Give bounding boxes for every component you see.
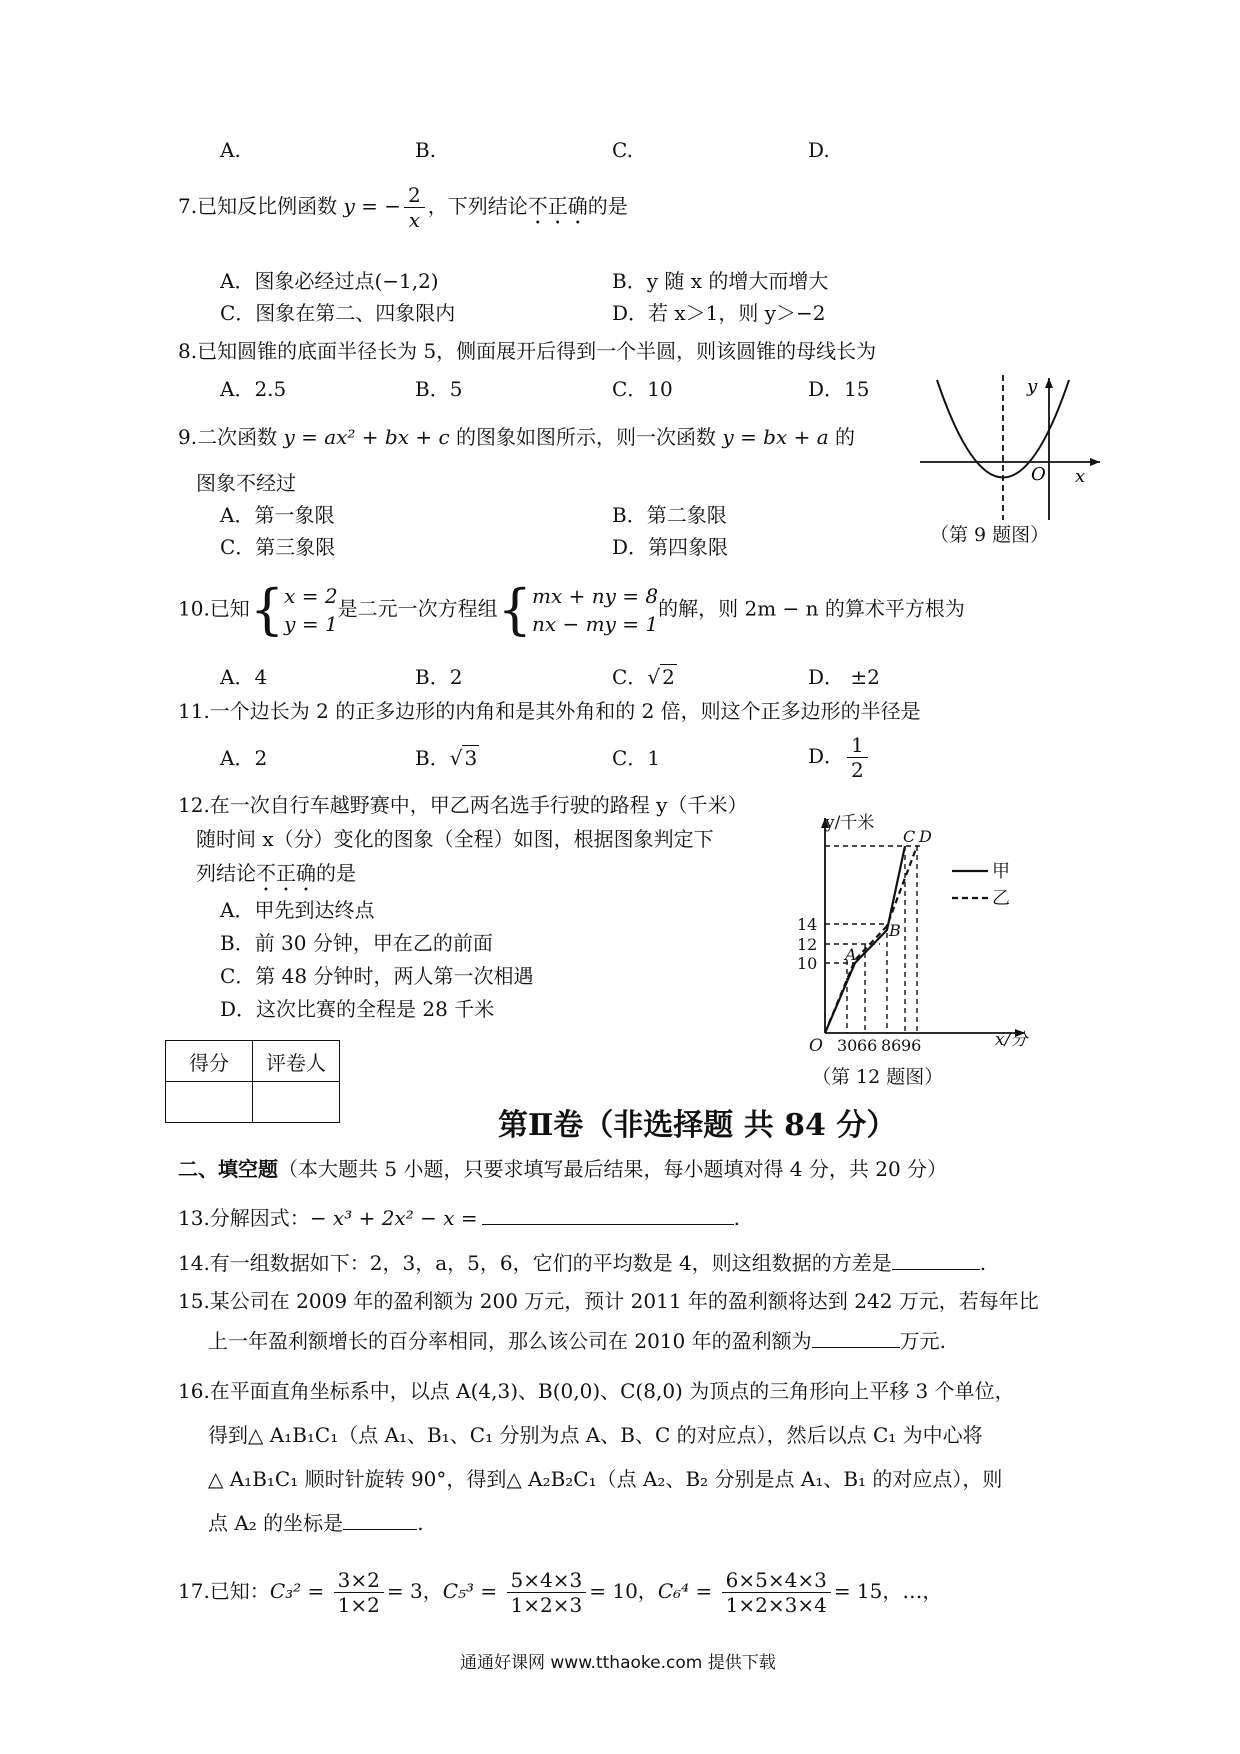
q13-answer-blank[interactable] [482, 1206, 734, 1225]
q10-option-d: D． ±2 [808, 665, 880, 689]
q17-stem: 17.已知：C₃² = $\frac{3\times 2}{1\times 2}$ = 3，C₅³ = $\frac{5\times 4\times 3}{1\times 2\times 3}$ = 10，C₆⁴ = $\frac{6\times 5\times 4\times 3}{1\times 2\times 3\times 4}$ = 15，…， [178, 1568, 943, 1617]
grader-header: 评卷人 [253, 1041, 340, 1082]
q9-fig-origin: O [1031, 464, 1046, 485]
score-table [165, 1040, 340, 1123]
q12-point-c: C [903, 827, 916, 846]
q12-xtick-86: 86 [881, 1036, 902, 1055]
q9-option-a: A．第一象限 [220, 503, 335, 527]
q16-line2: 得到△ A₁B₁C₁（点 A₁、B₁、C₁ 分别为点 A、B、C 的对应点），然后以点 C₁ 为中心将 [208, 1423, 983, 1447]
q13-stem: 13.分解因式：− x³ + 2x² − x = . [178, 1206, 740, 1230]
q14-stem: 14.有一组数据如下：2，3，a，5，6，它们的平均数是 4，则这组数据的方差是 . [178, 1251, 987, 1275]
part2-title: 第Ⅱ卷（非选择题 共 84 分） [498, 1108, 897, 1143]
q12-option-c: C．第 48 分钟时，两人第一次相遇 [220, 964, 534, 988]
q7-option-a: A．图象必经过点(−1,2) [220, 269, 439, 293]
q10-option-b: B．2 [415, 665, 463, 689]
q12-stem-line2: 随时间 x（分）变化的图象（全程）如图，根据图象判定下 [196, 827, 714, 851]
q9-fig-y-label: y [1027, 376, 1038, 397]
q9-option-b: B．第二象限 [612, 503, 727, 527]
q12-fig-caption: （第 12 题图） [812, 1066, 944, 1088]
q12-xtick-96: 96 [901, 1036, 922, 1055]
page-footer: 通通好课网 www.tthaoke.com 提供下载 [460, 1653, 776, 1673]
q9-fig-x-label: x [1075, 466, 1086, 487]
q8-option-d: D．15 [808, 377, 870, 401]
q7-fraction: $\frac{2}{x}$ [404, 183, 425, 232]
q12-point-d: D [919, 827, 932, 846]
q6-option-b: B. [415, 138, 437, 162]
q11-option-a: A．2 [220, 746, 268, 770]
q12-x-label: x/分 [995, 1030, 1028, 1050]
q11-option-b: B．√ 3 [415, 746, 478, 770]
q12-y-label: y/千米 [825, 813, 875, 833]
q9-parabola-figure [915, 370, 1105, 530]
q10-solution-system: x = 2 y = 1 [284, 584, 338, 636]
q9-option-c: C．第三象限 [220, 535, 336, 559]
q12-stem-line3: 列结论不正确的是 [196, 861, 356, 885]
q15-line2: 上一年盈利额增长的百分率相同，那么该公司在 2010 年的盈利额为 万元. [208, 1329, 946, 1353]
section2-header: 二、填空题（本大题共 5 小题，只要求填写最后结果，每小题填对得 4 分，共 20 分） [178, 1157, 948, 1181]
q10-option-c: C．√ 2 [612, 665, 675, 689]
q12-xtick-66: 66 [857, 1036, 878, 1055]
q12-ytick-12: 12 [797, 935, 818, 954]
score-header: 得分 [166, 1041, 253, 1082]
q12-option-b: B．前 30 分钟，甲在乙的前面 [220, 931, 493, 955]
q8-stem: 8.已知圆锥的底面半径长为 5，侧面展开后得到一个半圆，则该圆锥的母线长为 [178, 339, 877, 363]
q12-xtick-30: 30 [837, 1036, 858, 1055]
q7-stem: 7.已知反比例函数 y = − $\frac{2}{x}$ ，下列结论不正确的是 [178, 183, 628, 232]
q11-option-d: D． $\frac{1}{2}$ [808, 733, 871, 782]
q10-stem: 10.已知{ x = 2 y = 1 是二元一次方程组{ mx + ny = 8 nx − my = 1 的解，则 2m − n 的算术平方根为 [178, 578, 965, 641]
q12-origin-label: O [809, 1036, 823, 1056]
score-cell[interactable] [166, 1082, 253, 1123]
q12-legend-yi: 乙 [992, 888, 1010, 909]
q8-option-c: C．10 [612, 377, 673, 401]
q7-option-c: C．图象在第二、四象限内 [220, 301, 456, 325]
q15-line1: 15.某公司在 2009 年的盈利额为 200 万元，预计 2011 年的盈利额将达到 242 万元，若每年比 [178, 1289, 1039, 1313]
q12-legend-jia: 甲 [992, 861, 1010, 882]
q9-fig-caption: （第 9 题图） [930, 524, 1050, 546]
q9-stem-line2: 图象不经过 [196, 471, 296, 495]
q12-point-a: A [845, 945, 857, 964]
q10-option-a: A．4 [220, 665, 268, 689]
q6-option-c: C. [612, 138, 633, 162]
q15-answer-blank[interactable] [812, 1329, 900, 1348]
q12-ytick-10: 10 [797, 954, 818, 973]
q6-option-a: A. [220, 138, 241, 162]
q9-option-d: D．第四象限 [612, 535, 729, 559]
q16-line1: 16.在平面直角坐标系中，以点 A(4,3)、B(0,0)、C(8,0) 为顶点的三角形向上平移 3 个单位， [178, 1379, 1015, 1403]
q16-line3: △ A₁B₁C₁ 顺时针旋转 90°，得到△ A₂B₂C₁（点 A₂、B₂ 分别是点 A₁、B₁ 的对应点），则 [208, 1467, 1003, 1491]
q16-line4: 点 A₂ 的坐标是 . [208, 1511, 424, 1535]
q12-option-a: A．甲先到达终点 [220, 898, 375, 922]
q12-stem-line1: 12.在一次自行车越野赛中，甲乙两名选手行驶的路程 y（千米） [178, 793, 748, 817]
q7-option-d: D．若 x＞1，则 y＞−2 [612, 301, 826, 325]
q16-answer-blank[interactable] [343, 1511, 417, 1530]
q12-distance-time-figure [795, 808, 1040, 1063]
q14-answer-blank[interactable] [892, 1251, 980, 1270]
q6-option-d: D. [808, 138, 830, 162]
grader-cell[interactable] [253, 1082, 340, 1123]
q12-series-yi-line [825, 846, 917, 1033]
q10-equation-system: mx + ny = 8 nx − my = 1 [532, 584, 659, 636]
q9-stem: 9.二次函数 y = ax² + bx + c 的图象如图所示，则一次函数 y = bx + a 的 [178, 425, 856, 449]
q7-option-b: B．y 随 x 的增大而增大 [612, 269, 829, 293]
q11-stem: 11.一个边长为 2 的正多边形的内角和是其外角和的 2 倍，则这个正多边形的半径是 [178, 699, 921, 723]
q12-ytick-14: 14 [797, 915, 818, 934]
q12-option-d: D．这次比赛的全程是 28 千米 [220, 997, 495, 1021]
q8-option-a: A．2.5 [220, 377, 287, 401]
q8-option-b: B．5 [415, 377, 463, 401]
q11-option-c: C．1 [612, 746, 661, 770]
q12-point-b: B [889, 921, 901, 940]
